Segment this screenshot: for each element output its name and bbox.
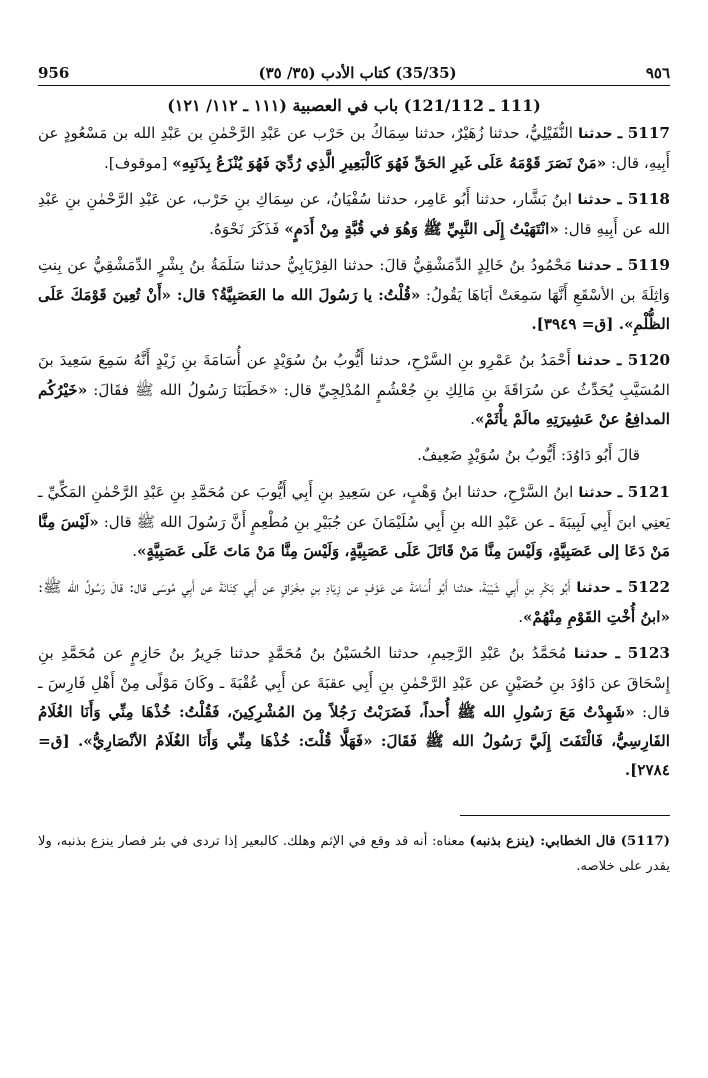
hadith-5118 [38, 185, 670, 244]
running-title: (35/35) كتاب الأدب (٣٥/ ٣٥) [258, 64, 457, 82]
page-number-arabic: ٩٥٦ [645, 64, 670, 82]
page [38, 56, 670, 892]
hadith-isnad: ابنُ السَّرْحِ، حدثنا ابنُ وَهْبٍ، عن سَعِيدِ بنِ أَبِي أَيُّوبَ عن مُحَمَّدِ بنِ عَبْدِ الرَّحْمٰنِ المَكِّيِّ ـ يَعنِي ابنَ أَبِي لَبِيبَةَ ـ عن عَبْدِ الله بنِ أَبِي سُلَيْمَانَ عن جُبَيْرِ بنِ مُطْعِمٍ أَنَّ رَسُولَ الله ﷺ قال: [38, 483, 670, 531]
hadith-tail: . [ق= ٢٧٨٤]. [38, 732, 670, 779]
hadith-number: 5117 ـ [617, 124, 670, 142]
hadith-number: 5122 ـ [616, 578, 671, 596]
hadith-number: 5123 ـ [615, 644, 671, 662]
haddathana-keyword: حدثنا [573, 646, 609, 662]
hadith-matn: «مَنْ نَصَرَ قَوْمَهُ عَلَى غَيرِ الحَقِّ فَهُوَ كَالْبَعِيرِ الَّذِي رُدِّيَ فَهُوَ يُنْزَعُ بِذَنَبِهِ» [172, 154, 607, 172]
hadith-5120 [38, 346, 670, 434]
hadith-isnad: النُّفَيْلِيُّ، حدثنا زُهَيْرٌ، حدثنا سِمَاكُ بن حَرْب عن عَبْدِ الرَّحْمٰنِ بن عَبْدِ الله بن مَسْعُودٍ عن أَبِيهِ، قال: [38, 124, 670, 172]
hadith-number: 5121 ـ [617, 483, 671, 501]
haddathana-keyword: حدثنا [576, 580, 611, 596]
haddathana-keyword: حدثنا [578, 485, 613, 501]
hadith-tail: فَذَكَرَ نَحْوَهُ. [209, 220, 285, 238]
hadith-tail: . [ق= ٣٩٤٩]. [531, 315, 625, 333]
haddathana-keyword: حدثنا [578, 126, 613, 142]
hadith-number: 5119 ـ [617, 256, 670, 274]
hadith-5119 [38, 251, 670, 339]
page-number-latin: 956 [38, 64, 70, 82]
abu-dawud-note: قالَ أَبُو دَاوُدَ: أَيُّوبُ بنُ سُوَيْدٍ ضَعِيفٌ. [417, 446, 640, 464]
hadith-tail: [موقوف]. [103, 154, 173, 172]
hadith-matn: «شَهِدْتُ مَعَ رَسُولِ الله ﷺ أُحداً، فَضَرَبْتُ رَجُلاً مِنَ المُشْرِكِينَ، فَقُلْتُ: خُذْهَا مِنِّي وَأَنَا الغُلَامُ الفَارِسِيُّ، فَالْتَفَتَ إِلَيَّ رَسُولُ الله ﷺ فَقَالَ: «فَهَلَّا قُلْتَ: خُذْهَا مِنِّي وَأَنَا الغُلَامُ الأنْصَارِيُّ» [38, 703, 670, 750]
running-header [38, 56, 670, 86]
haddathana-keyword: حدثنا [577, 258, 612, 274]
hadith-5123 [38, 639, 670, 785]
hadith-isnad: مَحْمُودُ بنُ خَالِدٍ الدِّمَشْقِيُّ قالَ: حدثنا الفِرْيَابِيُّ حدثنا سَلَمَةُ بنُ بِشْرٍ الدِّمَشْقِيُّ عن بِنتِ وَاثِلَةَ بن الأسْقَعِ أَنَّهَا سَمِعَتْ أبَاهَا يَقُولُ: [38, 256, 671, 304]
hadith-number: 5118 ـ [617, 190, 670, 208]
hadith-matn: «ابنُ أُخْتِ القَوْمِ مِنْهُمْ» [523, 608, 670, 626]
hadith-isnad: أَحْمَدُ بنُ عَمْرِو بنِ السَّرْحِ، حدثنا أَيُّوبُ بنُ سُوَيْدٍ عن أُسَامَةَ بنِ زَيْدٍ أَنَّهُ سَمِعَ سَعِيدَ بنَ المُسَيَّبِ يُحَدِّثُ عن سُرَاقَةَ بنِ مَالِكِ بنِ جُعْشُمٍ المُدْلِجِيِّ قال: «خَطَبَنَا رَسُولُ الله ﷺ فقَالَ: [38, 351, 670, 399]
haddathana-keyword: حدثنا [577, 192, 612, 208]
footnote-text: معناه: أنه قد وقع في الإثم وهلك. كالبعير إذا تردى في بئر فصار ينزع بذنبه، ولا يقدر على خلاصه. [38, 834, 670, 875]
hadith-matn: «انْتَهَيْتُ إِلَى النَّبِيِّ ﷺ وَهُوَ في قُبَّةٍ مِنْ أَدَمٍ» [284, 220, 559, 238]
hadith-tail: . [518, 608, 524, 626]
hadith-tail: . [132, 542, 138, 560]
hadith-tail: . [470, 410, 475, 428]
hadith-isnad: ابنُ بَشَّار، حدثنا أَبُو عَامِر، حدثنا سُفْيَانُ، عن سِمَاكِ بنِ حَرْب، عن عَبْدِ الرَّحْمٰنِ بنِ عَبْدِ الله عن أَبِيهِ قال: [38, 190, 670, 238]
chapter-title: (111 ـ 121/112) باب في العصبية (١١١ ـ ١١٢/ ١٢١) [167, 96, 541, 115]
footnote-5117 [38, 829, 670, 879]
footnote-label: (5117) قال الخطابي: (ينزع بذنبه) [469, 834, 670, 850]
hadith-matn: «قُلْتُ: يا رَسُولَ الله ما العَصَبِيَّةُ؟ قال: «أَنْ تُعِينَ قَوْمَكَ عَلَى الظُّلْمِ» [38, 286, 670, 333]
footnote-separator [460, 815, 670, 816]
hadith-5117 [38, 119, 670, 178]
hadith-matn: «لَيْسَ مِنَّا مَنْ دَعَا إلى عَصَبِيَّةٍ، وَلَيْسَ مِنَّا مَنْ قَاتَلَ عَلَى عَصَبِيَّةٍ، وَلَيْسَ مِنَّا مَنْ مَاتَ عَلَى عَصَبِيَّةٍ» [38, 513, 670, 560]
hadith-5122 [38, 573, 670, 632]
hadith-number: 5120 ـ [616, 351, 671, 369]
hadith-5121 [38, 478, 670, 566]
hadith-isnad: مُحَمَّدُ بنُ عَبْدِ الرَّحِيمِ، حدثنا الحُسَيْنُ بنُ مُحَمَّدٍ حدثنا جَرِيرُ بنُ حَازِمٍ عن مُحَمَّدِ بنِ إِسْحَاقَ عن دَاوُدَ بنِ حُصَيْنٍ عن عَبْدِ الرَّحْمٰنِ بنِ أَبِي عقبَةَ عن أَبِي عُقْبَةَ ـ وكَانَ مَوْلًى مِنْ أَهْلِ فَارِسَ ـ قال: [38, 644, 670, 721]
hadith-isnad: أَبُو بَكْرِ بنِ أَبِي شَيْبَةَ، حدثنا أَبُو أُسَامَةَ عن عَوْفٍ عن زِيَادِ بنِ مِخْرَاقٍ عن أَبِي كِنَانَةَ عن أَبِي مُوسَى قال: قالَ رَسُولُ الله ﷺ: [38, 578, 571, 596]
hadith-matn: «خَيْرُكُم المدافِعُ عنْ عَشِيرَتِهِ مالَمْ يأْثَمْ» [38, 381, 670, 428]
haddathana-keyword: حدثنا [576, 353, 612, 369]
